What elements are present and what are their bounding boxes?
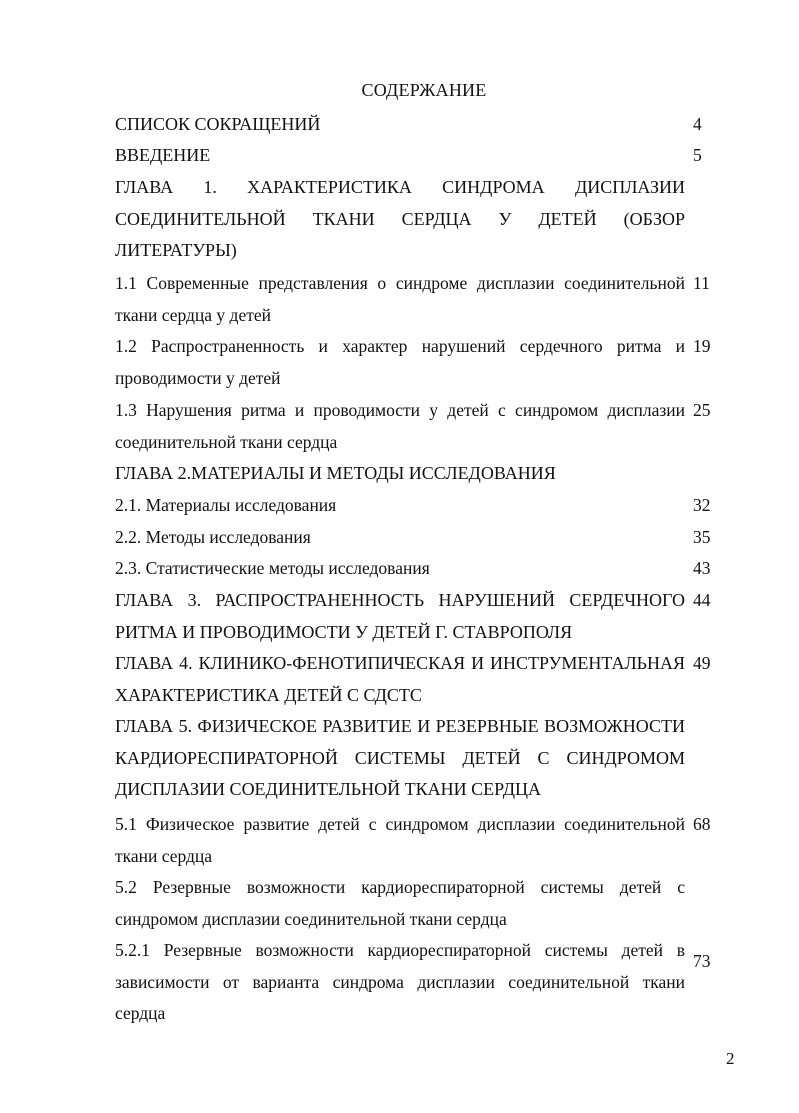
toc-entry-text: 5.1 Физическое развитие детей с синдромом дисплазии соединительной ткани сердца [115,814,685,866]
toc-entry-text: 5.2 Резервные возможности кардиореспираторной системы детей с синдромом дисплазии соединительной ткани сердца [115,877,685,929]
toc-entry-text: ГЛАВА 4. КЛИНИКО-ФЕНОТИПИЧЕСКАЯ И ИНСТРУМЕНТАЛЬНАЯ ХАРАКТЕРИСТИКА ДЕТЕЙ С СДСТС [115,653,685,705]
toc-entry-text: 1.2 Распространенность и характер нарушений сердечного ритма и проводимости у детей [115,336,685,388]
page-number: 2 [726,1049,735,1068]
toc-entry-text: 2.3. Статистические методы исследования [115,558,430,578]
toc-title: СОДЕРЖАНИЕ [361,80,487,100]
toc-entry-page: 49 [693,653,711,673]
toc-entry-text: ГЛАВА 2.МАТЕРИАЛЫ И МЕТОДЫ ИССЛЕДОВАНИЯ [115,463,556,483]
toc-entry-page: 4 [693,114,702,134]
toc-entry-text: ВВЕДЕНИЕ [115,145,211,165]
toc-entry-page: 68 [693,814,711,834]
toc-entry-text: 5.2.1 Резервные возможности кардиореспираторной системы детей в зависимости от варианта синдрома дисплазии соединительной ткани сердца [115,940,685,1024]
toc-entry-text: ГЛАВА 1. ХАРАКТЕРИСТИКА СИНДРОМА ДИСПЛАЗИИ СОЕДИНИТЕЛЬНОЙ ТКАНИ СЕРДЦА У ДЕТЕЙ (ОБЗОР ЛИТЕРАТУРЫ) [115,177,685,261]
toc-entry-page: 43 [693,558,711,578]
toc-entry-text: ГЛАВА 5. ФИЗИЧЕСКОЕ РАЗВИТИЕ И РЕЗЕРВНЫЕ ВОЗМОЖНОСТИ КАРДИОРЕСПИРАТОРНОЙ СИСТЕМЫ ДЕТЕЙ С СИНДРОМОМ ДИСПЛАЗИИ СОЕДИНИТЕЛЬНОЙ ТКАНИ СЕРДЦА [115,716,685,800]
toc-entry-page: 5 [693,145,702,165]
toc-entry-page: 25 [693,400,711,420]
toc-entry-text: 2.1. Материалы исследования [115,495,337,515]
toc-entry-text: ГЛАВА 3. РАСПРОСТРАНЕННОСТЬ НАРУШЕНИЙ СЕРДЕЧНОГО РИТМА И ПРОВОДИМОСТИ У ДЕТЕЙ Г. СТАВРОПОЛЯ [115,590,685,642]
toc-entry-text: 1.1 Современные представления о синдроме дисплазии соединительной ткани сердца у детей [115,273,685,325]
toc-entry-text: 2.2. Методы исследования [115,527,311,547]
toc-entry-page: 19 [693,336,711,356]
toc-entry-text: СПИСОК СОКРАЩЕНИЙ [115,114,321,134]
toc-entry-page: 32 [693,495,711,515]
toc-entry-page: 44 [693,590,711,610]
toc-entry-page: 35 [693,527,711,547]
toc-entry-page: 73 [693,951,711,971]
toc-entry-text: 1.3 Нарушения ритма и проводимости у детей с синдромом дисплазии соединительной ткани сердца [115,400,685,452]
toc-entry-page: 11 [693,273,710,293]
